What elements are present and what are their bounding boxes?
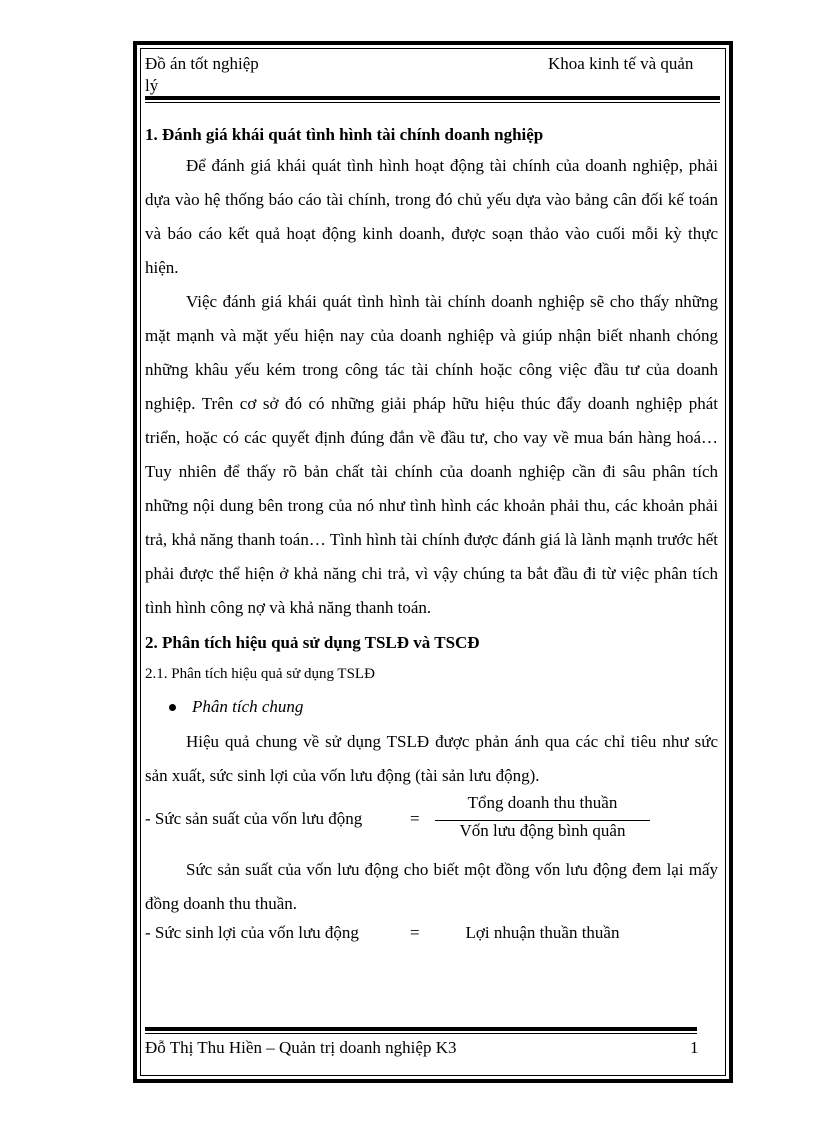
section-1-paragraph-1: Để đánh giá khái quát tình hình hoạt động tài chính của doanh nghiệp, phải dựa vào hệ thống báo cáo tài chính, trong đó chủ yếu dựa vào bảng cân đối kế toán và báo cáo kết quả hoạt động kinh doanh, được soạn thảo vào cuối mỗi kỳ thực hiện.	[145, 156, 718, 277]
footer-author: Đỗ Thị Thu Hiền – Quản trị doanh nghiệp K3	[145, 1038, 457, 1057]
bullet-item	[145, 689, 718, 725]
section-2-paragraph-1: Hiệu quả chung về sử dụng TSLĐ được phản ánh qua các chỉ tiêu như sức sản xuất, sức sinh lợi của vốn lưu động (tài sản lưu động).	[145, 732, 718, 785]
section-1-paragraph-2: Việc đánh giá khái quát tình hình tài chính doanh nghiệp sẽ cho thấy những mặt mạnh và mặt yếu hiện nay của doanh nghiệp và giúp nhận biết nhanh chóng những khâu yếu kém trong công tác tài chính hoặc công việc đầu tư của doanh nghiệp. Trên cơ sở đó có những giải pháp hữu hiệu thúc đẩy doanh nghiệp phát triển, hoặc có các quyết định đúng đắn về đầu tư, cho vay về mua bán hàng hoá… Tuy nhiên để thấy rõ bản chất tài chính của doanh nghiệp cần đi sâu phân tích những nội dung bên trong của nó như tình hình các khoản phải thu, các khoản phải trả, khả năng thanh toán… Tình hình tài chính được đánh giá là lành mạnh trước hết phải được thể hiện ở khả năng chi trả, vì vậy chúng ta bắt đầu đi từ việc phân tích tình hình công nợ và khả năng thanh toán.	[145, 292, 718, 617]
section-2-1-heading: 2.1. Phân tích hiệu quả sử dụng TSLĐ	[145, 666, 375, 682]
formula-1-equals: =	[410, 809, 420, 828]
formula-profitability	[145, 923, 718, 953]
header-right-text: Khoa kinh tế và quản	[548, 54, 694, 73]
section-1-heading: 1. Đánh giá khái quát tình hình tài chính doanh nghiệp	[145, 125, 544, 144]
page-number: 1	[690, 1038, 699, 1057]
formula-2-numerator: Lợi nhuận thuần thuần	[465, 923, 620, 942]
footer-rule-thin	[145, 1033, 697, 1034]
header-left-text: Đồ án tốt nghiệp lý	[145, 54, 259, 95]
formula-2-equals: =	[410, 923, 420, 942]
bullet-dot-icon	[169, 704, 176, 711]
section-2-heading: 2. Phân tích hiệu quả sử dụng TSLĐ và TSCĐ	[145, 633, 480, 652]
formula-productivity	[145, 793, 718, 853]
header-rule-thick	[145, 96, 720, 100]
header-rule-thin	[145, 102, 720, 103]
bullet-text: Phân tích chung	[192, 697, 304, 716]
formula-1-label: - Sức sản suất của vốn lưu động	[145, 809, 363, 828]
formula-2-label: - Sức sinh lợi của vốn lưu động	[145, 923, 359, 942]
footer-rule-thick	[145, 1027, 697, 1031]
section-2-paragraph-2: Sức sản suất của vốn lưu động cho biết một đồng vốn lưu động đem lại mấy đồng doanh thu thuần.	[145, 860, 718, 913]
page-content	[145, 121, 718, 953]
formula-1-denominator: Vốn lưu động bình quân	[459, 821, 626, 840]
formula-1-numerator: Tổng doanh thu thuần	[467, 793, 618, 812]
